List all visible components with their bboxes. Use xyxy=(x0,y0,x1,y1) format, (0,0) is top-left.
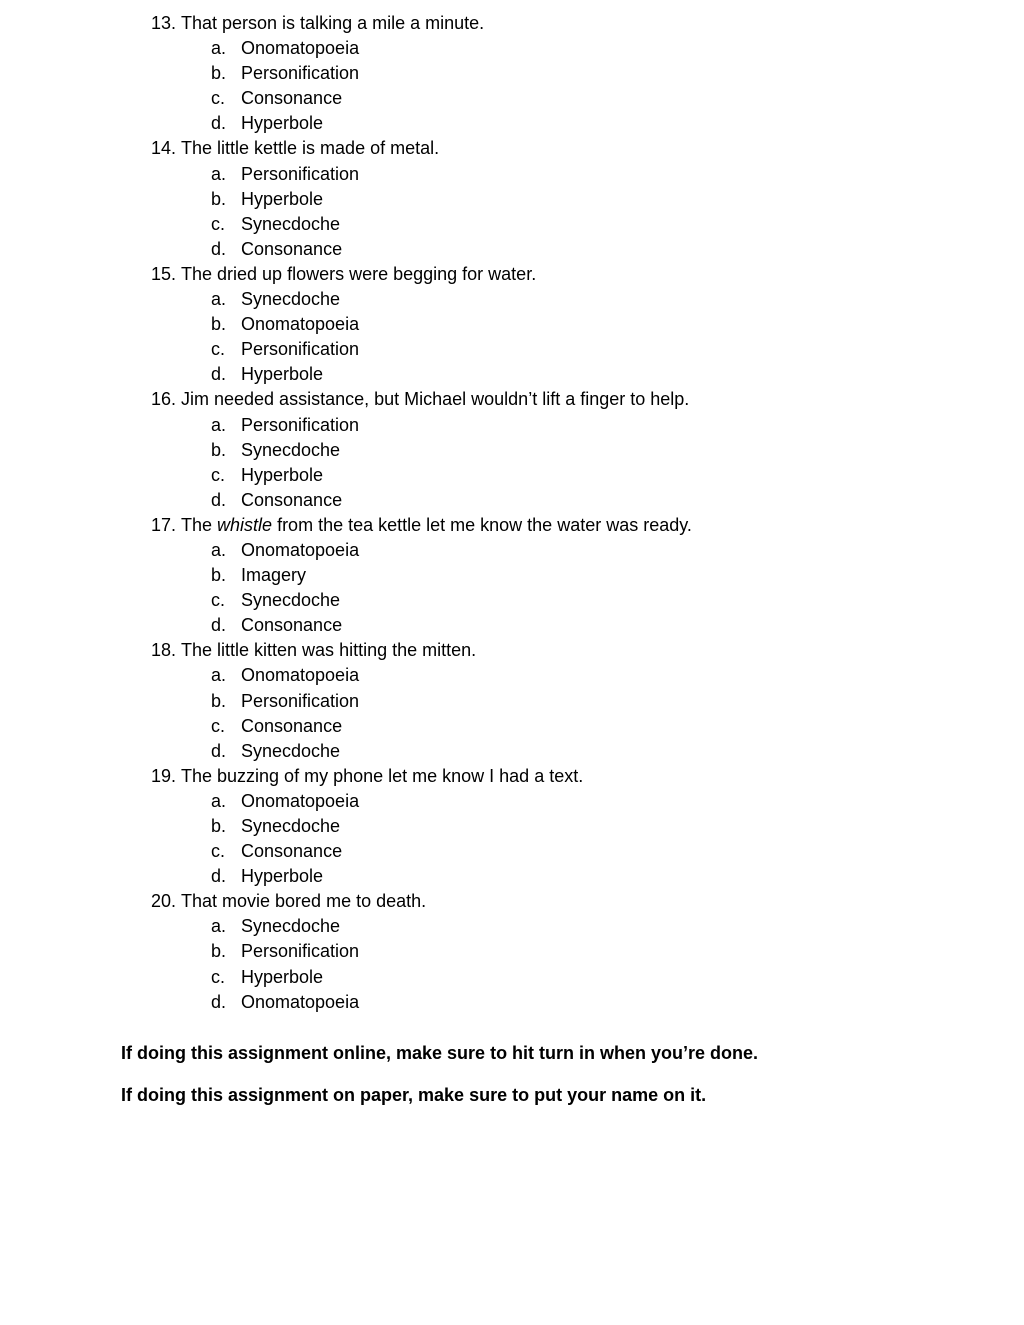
option-letter: c. xyxy=(211,213,226,234)
option-letter: c. xyxy=(211,841,226,862)
question-text: The whistle from the tea kettle let me know the water was ready. xyxy=(181,514,692,535)
question-text: The buzzing of my phone let me know I had a text. xyxy=(181,765,584,786)
question-text: That person is talking a mile a minute. xyxy=(181,13,485,33)
option-text: Hyperbole xyxy=(241,464,324,485)
option-17-a xyxy=(0,538,1024,563)
option-letter: b. xyxy=(211,314,227,335)
question-number: 15. xyxy=(151,263,177,284)
option-letter: c. xyxy=(211,88,226,109)
option-letter: a. xyxy=(211,790,227,811)
option-text: Synecdoche xyxy=(241,289,341,310)
option-text: Consonance xyxy=(241,715,343,736)
option-text: Hyperbole xyxy=(241,188,324,209)
question-number: 18. xyxy=(151,640,177,661)
option-text: Hyperbole xyxy=(241,364,324,385)
option-20-b xyxy=(0,939,1024,964)
question-text: The dried up flowers were begging for water. xyxy=(181,263,537,284)
option-17-d xyxy=(0,613,1024,638)
option-letter: a. xyxy=(211,665,227,686)
option-text: Onomatopoeia xyxy=(241,991,360,1012)
option-18-d xyxy=(0,739,1024,764)
option-13-c xyxy=(0,86,1024,111)
option-13-a xyxy=(0,36,1024,61)
option-letter: a. xyxy=(211,38,227,59)
option-letter: b. xyxy=(211,690,227,711)
option-letter: d. xyxy=(211,740,227,761)
option-letter: d. xyxy=(211,991,227,1012)
option-letter: b. xyxy=(211,816,227,836)
question-17 xyxy=(0,513,1024,538)
question-18 xyxy=(0,638,1024,663)
option-20-d xyxy=(0,990,1024,1015)
question-number: 16. xyxy=(151,389,177,410)
option-14-d xyxy=(0,237,1024,262)
option-text: Personification xyxy=(241,414,360,435)
question-number: 13. xyxy=(151,13,177,33)
option-text: Onomatopoeia xyxy=(241,790,360,811)
option-text: Personification xyxy=(241,339,360,360)
option-text: Hyperbole xyxy=(241,866,324,887)
paper-instruction: If doing this assignment on paper, make sure to put your name on it. xyxy=(121,1085,707,1105)
option-text: Consonance xyxy=(241,88,343,109)
option-20-a xyxy=(0,914,1024,939)
question-number: 20. xyxy=(151,891,177,912)
option-19-a xyxy=(0,789,1024,814)
option-text: Personification xyxy=(241,163,360,184)
option-18-a xyxy=(0,663,1024,688)
option-letter: b. xyxy=(211,941,227,962)
online-instruction: If doing this assignment online, make sure to hit turn in when you’re done. xyxy=(121,1043,759,1063)
option-text: Synecdoche xyxy=(241,740,341,761)
option-15-c xyxy=(0,337,1024,362)
italic-word: whistle xyxy=(217,514,273,535)
question-text: The little kettle is made of metal. xyxy=(181,138,440,159)
option-letter: b. xyxy=(211,439,227,460)
option-text: Synecdoche xyxy=(241,213,341,234)
option-text: Onomatopoeia xyxy=(241,665,360,686)
option-16-b xyxy=(0,438,1024,463)
option-text: Consonance xyxy=(241,615,343,636)
option-letter: b. xyxy=(211,63,227,84)
question-20 xyxy=(0,889,1024,914)
option-17-b xyxy=(0,563,1024,588)
option-letter: c. xyxy=(211,715,226,736)
option-letter: b. xyxy=(211,188,227,209)
option-text: Consonance xyxy=(241,238,343,259)
question-13 xyxy=(0,11,1024,36)
option-letter: a. xyxy=(211,916,227,937)
option-17-c xyxy=(0,588,1024,613)
option-text: Hyperbole xyxy=(241,113,324,134)
option-14-c xyxy=(0,212,1024,237)
option-14-a xyxy=(0,162,1024,187)
option-text: Onomatopoeia xyxy=(241,539,360,560)
option-text: Hyperbole xyxy=(241,966,324,987)
option-letter: d. xyxy=(211,866,227,887)
option-18-b xyxy=(0,689,1024,714)
option-19-d xyxy=(0,864,1024,889)
option-text: Synecdoche xyxy=(241,916,341,937)
option-text: Consonance xyxy=(241,841,343,862)
option-letter: a. xyxy=(211,539,227,560)
option-15-a xyxy=(0,287,1024,312)
option-text: Personification xyxy=(241,941,360,962)
question-19 xyxy=(0,764,1024,789)
option-text: Personification xyxy=(241,63,360,84)
option-letter: a. xyxy=(211,289,227,310)
option-15-d xyxy=(0,362,1024,387)
option-letter: d. xyxy=(211,364,227,385)
question-number: 14. xyxy=(151,138,177,159)
option-16-d xyxy=(0,488,1024,513)
option-letter: a. xyxy=(211,163,227,184)
question-16 xyxy=(0,387,1024,412)
option-text: Imagery xyxy=(241,565,307,586)
option-19-b xyxy=(0,814,1024,839)
option-16-c xyxy=(0,463,1024,488)
option-letter: d. xyxy=(211,615,227,636)
option-letter: d. xyxy=(211,238,227,259)
option-18-c xyxy=(0,714,1024,739)
option-letter: c. xyxy=(211,590,226,611)
question-list xyxy=(0,11,1024,1015)
option-13-b xyxy=(0,61,1024,86)
question-number: 17. xyxy=(151,514,177,535)
question-15 xyxy=(0,262,1024,287)
option-letter: a. xyxy=(211,414,227,435)
option-text: Onomatopoeia xyxy=(241,38,360,59)
question-14 xyxy=(0,136,1024,161)
option-text: Synecdoche xyxy=(241,590,341,611)
option-text: Onomatopoeia xyxy=(241,314,360,335)
option-letter: c. xyxy=(211,339,226,360)
option-15-b xyxy=(0,312,1024,337)
option-19-c xyxy=(0,839,1024,864)
option-14-b xyxy=(0,187,1024,212)
option-letter: c. xyxy=(211,464,226,485)
option-20-c xyxy=(0,965,1024,990)
question-text: That movie bored me to death. xyxy=(181,891,427,912)
question-number: 19. xyxy=(151,765,177,786)
option-letter: d. xyxy=(211,489,227,510)
option-text: Synecdoche xyxy=(241,439,341,460)
question-text: Jim needed assistance, but Michael wouldn’t lift a finger to help. xyxy=(181,389,690,410)
question-text: The little kitten was hitting the mitten. xyxy=(181,640,477,661)
option-text: Consonance xyxy=(241,489,343,510)
option-letter: d. xyxy=(211,113,227,134)
option-text: Personification xyxy=(241,690,360,711)
option-16-a xyxy=(0,413,1024,438)
option-letter: c. xyxy=(211,966,226,987)
option-13-d xyxy=(0,111,1024,136)
option-text: Synecdoche xyxy=(241,816,341,836)
option-letter: b. xyxy=(211,565,227,586)
